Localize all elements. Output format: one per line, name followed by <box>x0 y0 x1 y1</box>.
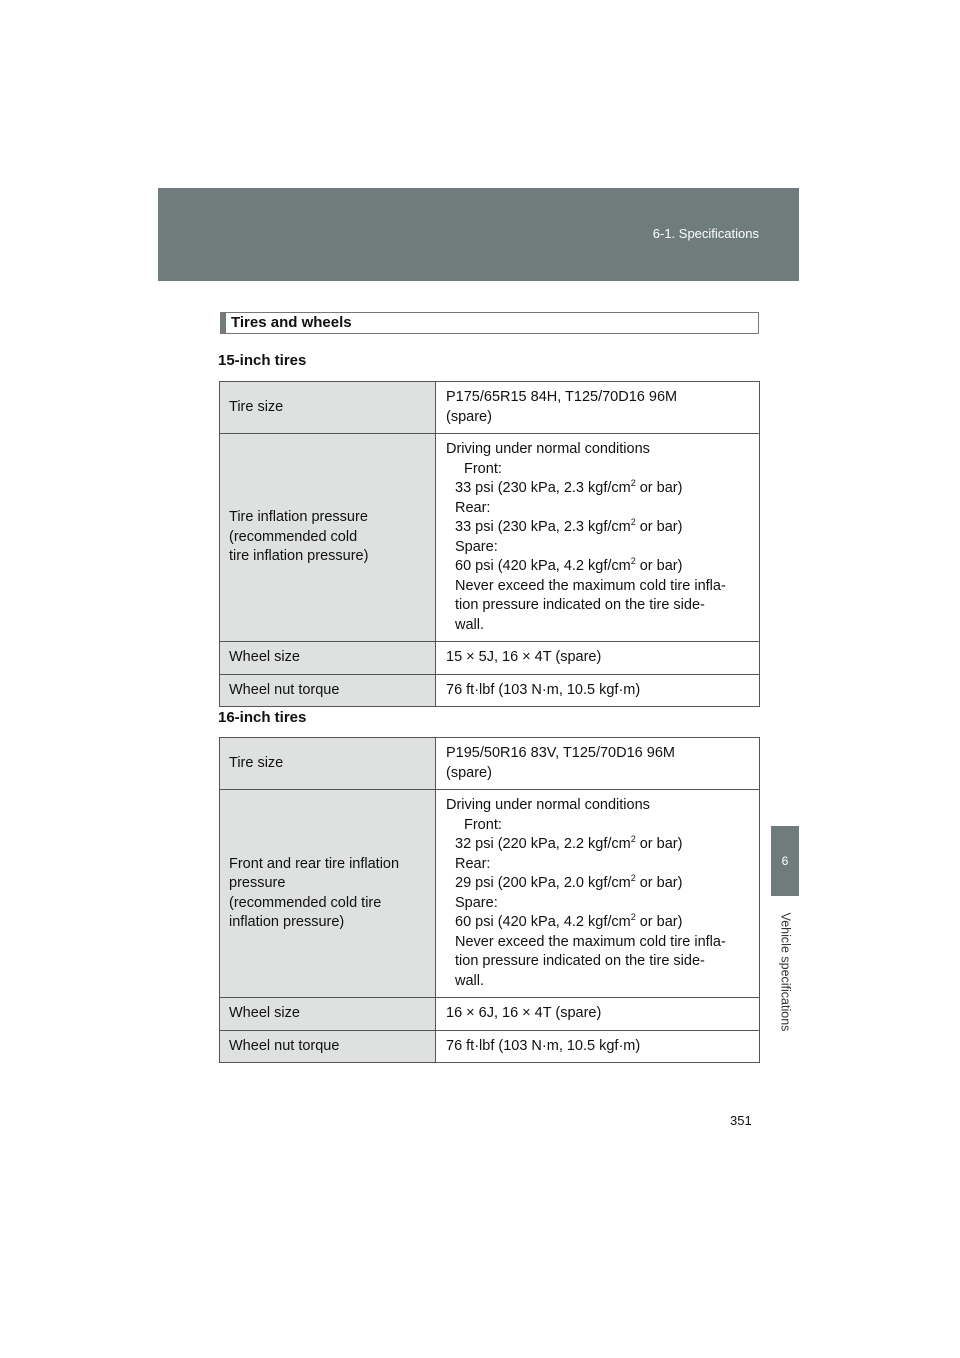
spec-table-15-inch <box>219 381 760 707</box>
tire-size-label: Tire size <box>220 738 436 790</box>
spec-table-16-inch <box>219 737 760 1063</box>
pressure-value: Driving under normal conditions Front: 32 psi (220 kPa, 2.2 kgf/$cm^2$ or bar) Rear: 29 psi (200 kPa, 2.0 kgf/$cm^2$ or bar) Spare: 60 psi (420 kPa, 4.2 kgf/$cm^2$ or bar) Never exceed the maximum cold tire infla- tion pressure indicated on the tire side- wall. <box>436 790 760 998</box>
spare-pressure: 60 psi (420 kPa, 4.2 kgf/$cm^2$ or bar) <box>455 912 683 930</box>
section-title: Tires and wheels <box>231 314 352 331</box>
section-title-bar <box>220 312 759 334</box>
section-accent <box>221 313 226 333</box>
table-heading-15-inch: 15-inch tires <box>218 352 307 369</box>
front-pressure: 32 psi (220 kPa, 2.2 kgf/$cm^2$ or bar) <box>455 834 683 852</box>
header-band <box>158 188 799 281</box>
side-tab-number: 6 <box>771 826 799 896</box>
table-row <box>220 382 760 434</box>
table-row <box>220 434 760 642</box>
chapter-title: 6-1. Specifications <box>652 226 759 241</box>
wheel-nut-torque-value: 76 ft·lbf (103 N·m, 10.5 kgf·m) <box>436 674 760 707</box>
wheel-size-value: 16 × 6J, 16 × 4T (spare) <box>436 998 760 1031</box>
table-row <box>220 674 760 707</box>
table-heading-16-inch: 16-inch tires <box>218 709 307 726</box>
wheel-size-label: Wheel size <box>220 642 436 675</box>
table-row <box>220 642 760 675</box>
table-row <box>220 998 760 1031</box>
wheel-size-label: Wheel size <box>220 998 436 1031</box>
tire-size-value: P175/65R15 84H, T125/70D16 96M (spare) <box>436 382 760 434</box>
table-row <box>220 1030 760 1063</box>
side-tab-label-text: Vehicle specifications <box>778 912 793 1032</box>
rear-pressure: 29 psi (200 kPa, 2.0 kgf/$cm^2$ or bar) <box>455 873 683 891</box>
wheel-nut-torque-label: Wheel nut torque <box>220 1030 436 1063</box>
rear-pressure: 33 psi (230 kPa, 2.3 kgf/$cm^2$ or bar) <box>455 517 683 535</box>
wheel-nut-torque-label: Wheel nut torque <box>220 674 436 707</box>
wheel-size-value: 15 × 5J, 16 × 4T (spare) <box>436 642 760 675</box>
front-pressure: 33 psi (230 kPa, 2.3 kgf/$cm^2$ or bar) <box>455 478 683 496</box>
spare-pressure: 60 psi (420 kPa, 4.2 kgf/$cm^2$ or bar) <box>455 556 683 574</box>
page-number: 351 <box>730 1113 752 1128</box>
pressure-label: Front and rear tire inflation pressure (recommended cold tire inflation pressure) <box>220 790 436 998</box>
tire-size-label: Tire size <box>220 382 436 434</box>
tire-size-value: P195/50R16 83V, T125/70D16 96M (spare) <box>436 738 760 790</box>
table-row <box>220 738 760 790</box>
side-tab-label <box>771 896 799 1048</box>
pressure-label: Tire inflation pressure (recommended cold tire inflation pressure) <box>220 434 436 642</box>
wheel-nut-torque-value: 76 ft·lbf (103 N·m, 10.5 kgf·m) <box>436 1030 760 1063</box>
table-row <box>220 790 760 998</box>
pressure-value: Driving under normal conditions Front: 33 psi (230 kPa, 2.3 kgf/$cm^2$ or bar) Rear: 33 psi (230 kPa, 2.3 kgf/$cm^2$ or bar) Spare: 60 psi (420 kPa, 4.2 kgf/$cm^2$ or bar) Never exceed the maximum cold tire infla- tion pressure indicated on the tire side- wall. <box>436 434 760 642</box>
